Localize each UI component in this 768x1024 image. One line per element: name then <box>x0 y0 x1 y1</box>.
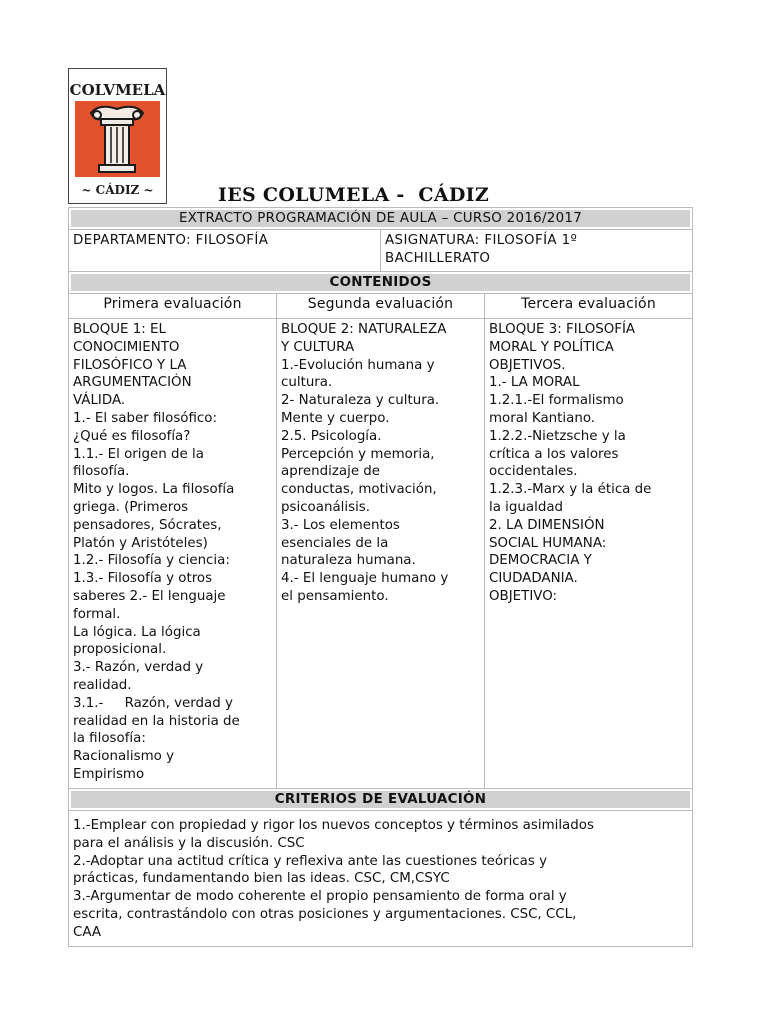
content-line: 1.2.2.-Nietzsche y la <box>489 428 626 444</box>
content-line: Racionalismo y <box>73 749 175 765</box>
content-line: CONOCIMIENTO <box>73 339 180 355</box>
content-line: Empirismo <box>73 766 145 782</box>
content-line: 2- Naturaleza y cultura. <box>281 393 440 409</box>
department-row <box>69 230 693 272</box>
department-label: DEPARTAMENTO: FILOSOFÍA <box>73 233 269 248</box>
content-line: ¿Qué es filosofía? <box>73 428 191 444</box>
logo-bottom-text: ~ CÁDIZ ~ <box>81 183 154 197</box>
criteria-line: 2.-Adoptar una actitud crítica y reflexiva ante las cuestiones teóricas y <box>73 853 548 869</box>
content-line: realidad en la historia de <box>73 713 240 729</box>
second-evaluation-contents <box>277 319 485 789</box>
content-line: naturaleza humana. <box>281 553 416 569</box>
content-line: 1.3.- Filosofía y otros <box>73 571 213 587</box>
eval-header-2: Segunda evaluación <box>277 294 485 319</box>
content-line: la igualdad <box>489 499 564 515</box>
criteria-list <box>69 811 693 947</box>
content-line: griega. (Primeros <box>73 499 189 515</box>
department-cell <box>69 230 381 272</box>
content-line: proposicional. <box>73 642 167 658</box>
criteria-line: CAA <box>73 924 102 940</box>
content-line: crítica a los valores <box>489 446 619 462</box>
content-line: CIUDADANIA. <box>489 571 578 587</box>
content-line: 1.2.3.-Marx y la ética de <box>489 482 652 498</box>
content-line: 1.1.- El origen de la <box>73 446 204 462</box>
content-line: 1.-Evolución humana y <box>281 357 435 373</box>
content-line: SOCIAL HUMANA: <box>489 535 607 551</box>
contents-band-row <box>69 272 693 294</box>
content-line: cultura. <box>281 375 333 391</box>
content-line: filosofía. <box>73 464 130 480</box>
content-line: aprendizaje de <box>281 464 381 480</box>
content-line: BLOQUE 3: FILOSOFÍA <box>489 322 636 337</box>
evaluation-header-row <box>69 294 693 319</box>
content-line: OBJETIVO: <box>489 588 558 604</box>
content-line: Mito y logos. La filosofía <box>73 482 235 498</box>
content-line: 2. LA DIMENSIÓN <box>489 517 605 533</box>
content-line: saberes 2.- El lenguaje <box>73 588 226 604</box>
content-line: formal. <box>73 606 121 622</box>
subject-line-2: BACHILLERATO <box>385 250 491 266</box>
content-line: 1.2.- Filosofía y ciencia: <box>73 553 230 569</box>
content-line: 1.2.1.-El formalismo <box>489 393 624 409</box>
content-line: Platón y Aristóteles) <box>73 535 208 551</box>
content-line: pensadores, Sócrates, <box>73 517 222 533</box>
criteria-line: escrita, contrastándolo con otras posiciones y argumentaciones. CSC, CCL, <box>73 906 577 922</box>
eval-header-1: Primera evaluación <box>69 294 277 319</box>
third-evaluation-contents <box>485 319 693 789</box>
content-line: La lógica. La lógica <box>73 624 201 640</box>
content-line: realidad. <box>73 677 132 693</box>
content-line: 3.- Razón, verdad y <box>73 660 204 676</box>
header-band: EXTRACTO PROGRAMACIÓN DE AULA – CURSO 2016/2017 <box>71 210 690 227</box>
content-line: el pensamiento. <box>281 588 389 604</box>
first-evaluation-contents <box>69 319 277 789</box>
criteria-line: 1.-Emplear con propiedad y rigor los nuevos conceptos y términos asimilados <box>73 818 594 833</box>
content-line: 3.- Los elementos <box>281 517 400 533</box>
content-line: Y CULTURA <box>281 339 355 355</box>
criteria-band-row <box>69 789 693 811</box>
criteria-line: para el análisis y la discusión. CSC <box>73 835 305 851</box>
content-line: BLOQUE 2: NATURALEZA <box>281 322 447 337</box>
subject-cell <box>381 230 693 272</box>
content-line: occidentales. <box>489 464 578 480</box>
eval-header-3: Tercera evaluación <box>485 294 693 319</box>
content-line: Mente y cuerpo. <box>281 410 390 426</box>
content-line: OBJETIVOS. <box>489 357 566 373</box>
school-title: IES COLUMELA - CÁDIZ <box>218 184 490 206</box>
content-line: FILOSÓFICO Y LA <box>73 357 187 373</box>
content-line: 1.- El saber filosófico: <box>73 410 218 426</box>
content-line: esenciales de la <box>281 535 389 551</box>
content-line: 3.1.- Razón, verdad y <box>73 695 233 711</box>
criteria-row <box>69 811 693 947</box>
content-line: 4.- El lenguaje humano y <box>281 571 449 587</box>
criteria-band: CRITERIOS DE EVALUACIÓN <box>71 791 690 808</box>
content-line: la filosofía: <box>73 731 146 747</box>
content-line: BLOQUE 1: EL <box>73 322 166 337</box>
content-line: VÁLIDA. <box>73 393 126 409</box>
content-line: DEMOCRACIA Y <box>489 553 592 569</box>
content-line: psicoanálisis. <box>281 499 371 515</box>
criteria-line: prácticas, fundamentando bien las ideas. CSC, CM,CSYC <box>73 871 450 887</box>
criteria-line: 3.-Argumentar de modo coherente el propio pensamiento de forma oral y <box>73 889 567 905</box>
contents-row <box>69 319 693 789</box>
header-band-row <box>69 208 693 230</box>
content-line: Percepción y memoria, <box>281 446 435 462</box>
logo-top-text: COLVMELA <box>69 81 166 99</box>
content-line: 2.5. Psicología. <box>281 428 382 444</box>
contents-band: CONTENIDOS <box>71 274 690 291</box>
content-line: conductas, motivación, <box>281 482 437 498</box>
content-line: ARGUMENTACIÓN <box>73 375 192 391</box>
content-line: 1.- LA MORAL <box>489 375 580 391</box>
subject-line-1: ASIGNATURA: FILOSOFÍA 1º <box>385 233 578 248</box>
programming-table <box>68 207 693 947</box>
content-line: MORAL Y POLÍTICA <box>489 339 614 355</box>
school-logo <box>68 68 167 204</box>
content-line: moral Kantiano. <box>489 410 596 426</box>
